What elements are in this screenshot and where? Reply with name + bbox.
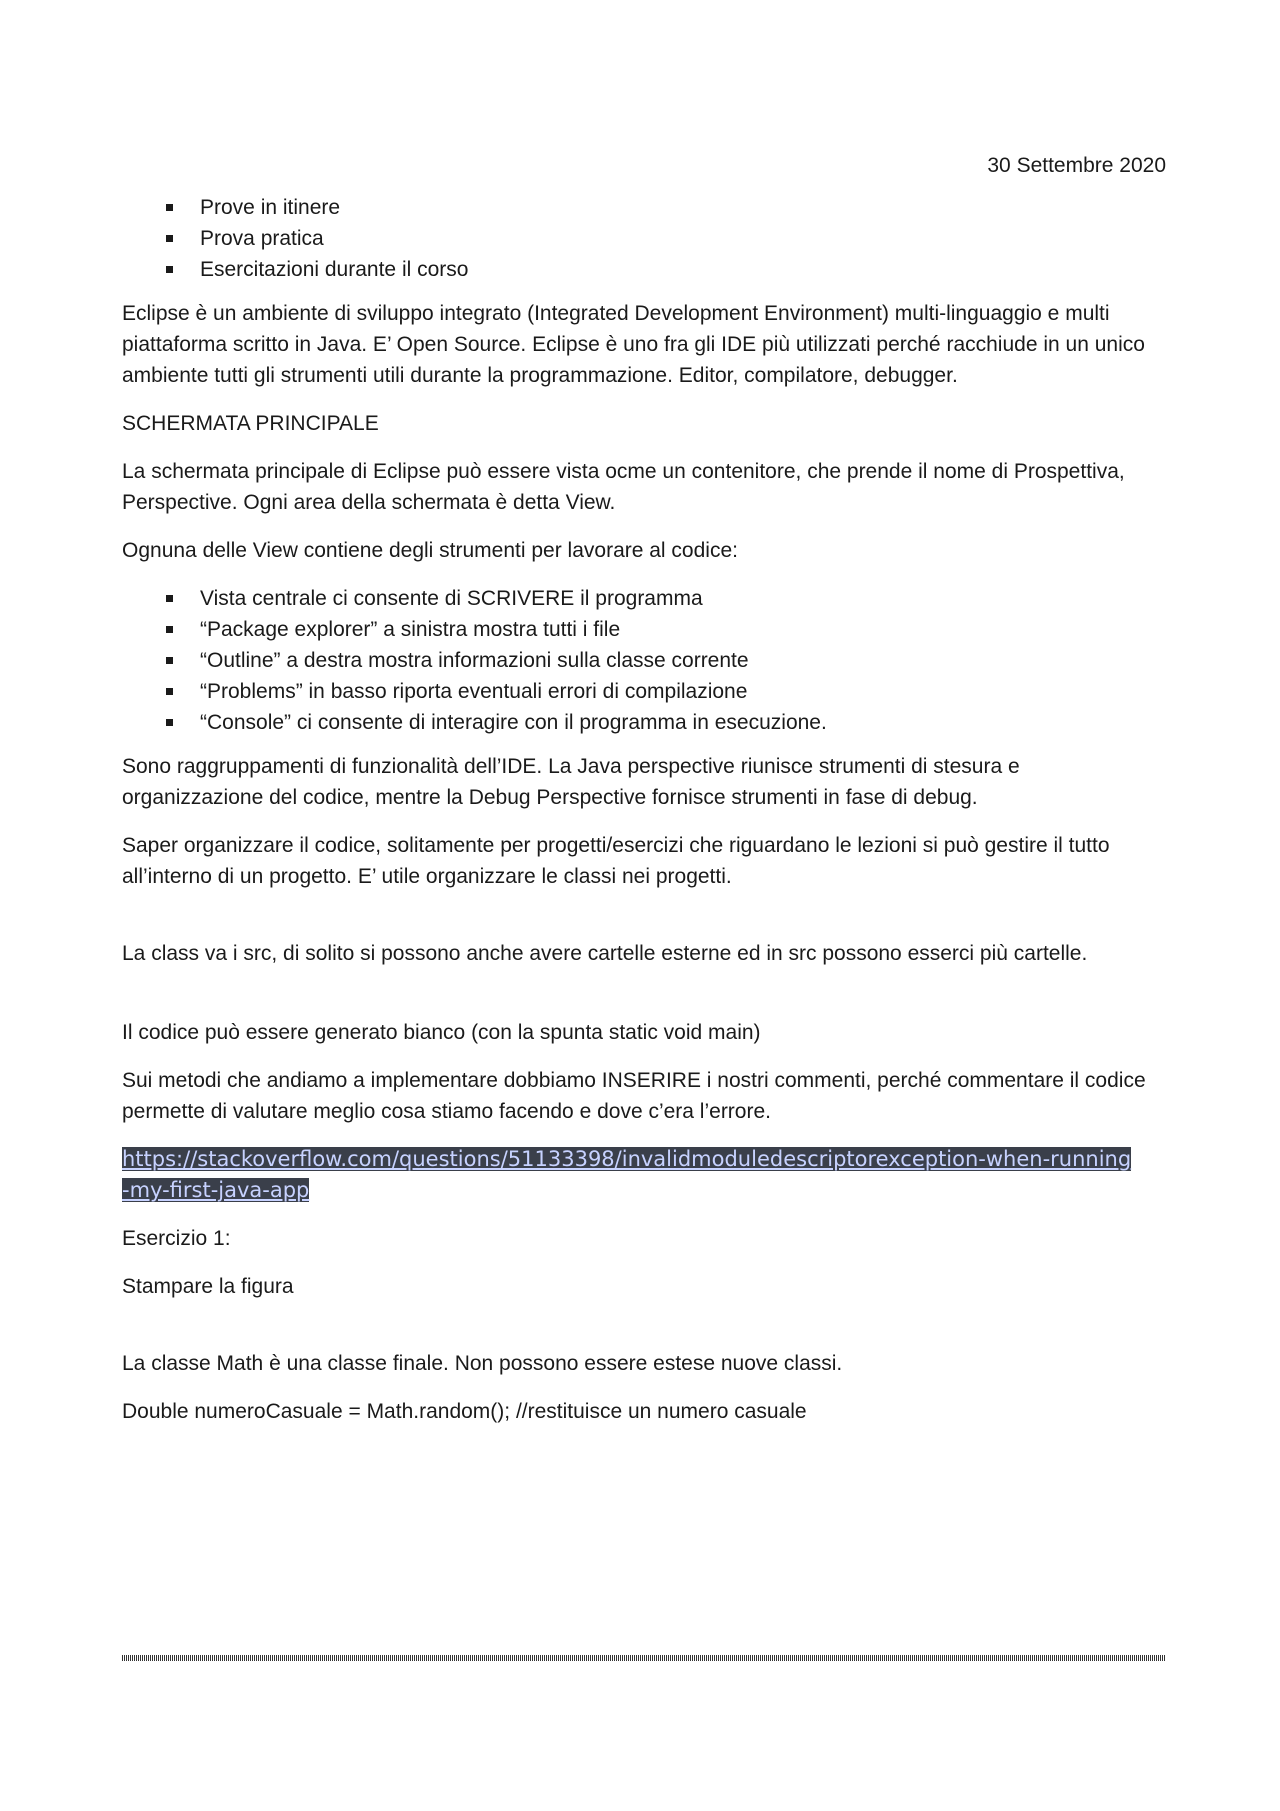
list-item: “Outline” a destra mostra informazioni sulla classe corrente: [122, 645, 1166, 676]
math-class-paragraph: La classe Math è una classe finale. Non possono essere estese nuove classi.: [122, 1352, 843, 1375]
class-src-paragraph: La class va i src, di solito si possono anche avere cartelle esterne ed in src possono esserci più cartelle.: [122, 942, 1088, 965]
organize-paragraph: Saper organizzare il codice, solitamente per progetti/esercizi che riguardano le lezioni si può gestire il tutto all’interno di un progetto. E’ utile organizzare le classi nei progetti.: [122, 834, 1110, 888]
print-figure-paragraph: Stampare la figura: [122, 1275, 294, 1298]
random-code-paragraph: Double numeroCasuale = Math.random(); //restituisce un numero casuale: [122, 1400, 807, 1423]
views-list: [122, 583, 1166, 738]
date-header: 30 Settembre 2020: [987, 154, 1166, 177]
exam-modes-list: [122, 192, 1166, 285]
document-page: [122, 150, 1166, 1444]
bullet-square-icon: [166, 719, 173, 726]
views-intro-paragraph: Ognuna delle View contiene degli strumenti per lavorare al codice:: [122, 539, 738, 562]
perspectives-paragraph: Sono raggruppamenti di funzionalità dell’IDE. La Java perspective riunisce strumenti di stesura e organizzazione del codice, mentre la Debug Perspective fornisce strumenti in fase di debug.: [122, 755, 1020, 809]
stackoverflow-link-block: [122, 1144, 1132, 1206]
code-gen-paragraph: Il codice può essere generato bianco (con la spunta static void main): [122, 1021, 761, 1044]
list-item: Prova pratica: [122, 223, 1166, 254]
bullet-square-icon: [166, 626, 173, 633]
list-item: “Problems” in basso riporta eventuali errori di compilazione: [122, 676, 1166, 707]
footer-divider: [122, 1655, 1166, 1661]
bullet-square-icon: [166, 235, 173, 242]
list-item: “Console” ci consente di interagire con il programma in esecuzione.: [122, 707, 1166, 738]
bullet-square-icon: [166, 204, 173, 211]
list-item: Vista centrale ci consente di SCRIVERE il programma: [122, 583, 1166, 614]
eclipse-intro-paragraph: Eclipse è un ambiente di sviluppo integrato (Integrated Development Environment) multi-linguaggio e multi piattaforma scritto in Java. E’ Open Source. Eclipse è uno fra gli IDE più utilizzati perché racchiude in un unico ambiente tutti gli strumenti utili durante la programmazione. Editor, compilatore, debugger.: [122, 302, 1145, 387]
bullet-square-icon: [166, 595, 173, 602]
bullet-square-icon: [166, 657, 173, 664]
exercise-label: Esercizio 1:: [122, 1227, 231, 1250]
section-heading: SCHERMATA PRINCIPALE: [122, 412, 379, 435]
bullet-square-icon: [166, 266, 173, 273]
main-screen-paragraph: La schermata principale di Eclipse può essere vista ocme un contenitore, che prende il nome di Prospettiva, Perspective. Ogni area della schermata è detta View.: [122, 460, 1125, 514]
list-item: Prove in itinere: [122, 192, 1166, 223]
bullet-square-icon: [166, 688, 173, 695]
list-item: Esercitazioni durante il corso: [122, 254, 1166, 285]
list-item: “Package explorer” a sinistra mostra tutti i file: [122, 614, 1166, 645]
comments-paragraph: Sui metodi che andiamo a implementare dobbiamo INSERIRE i nostri commenti, perché commentare il codice permette di valutare meglio cosa stiamo facendo e dove c’era l’errore.: [122, 1069, 1146, 1123]
stackoverflow-link[interactable]: https://stackoverflow.com/questions/51133398/invalidmoduledescriptorexception-when-running-my-first-java-app: [122, 1147, 1132, 1202]
